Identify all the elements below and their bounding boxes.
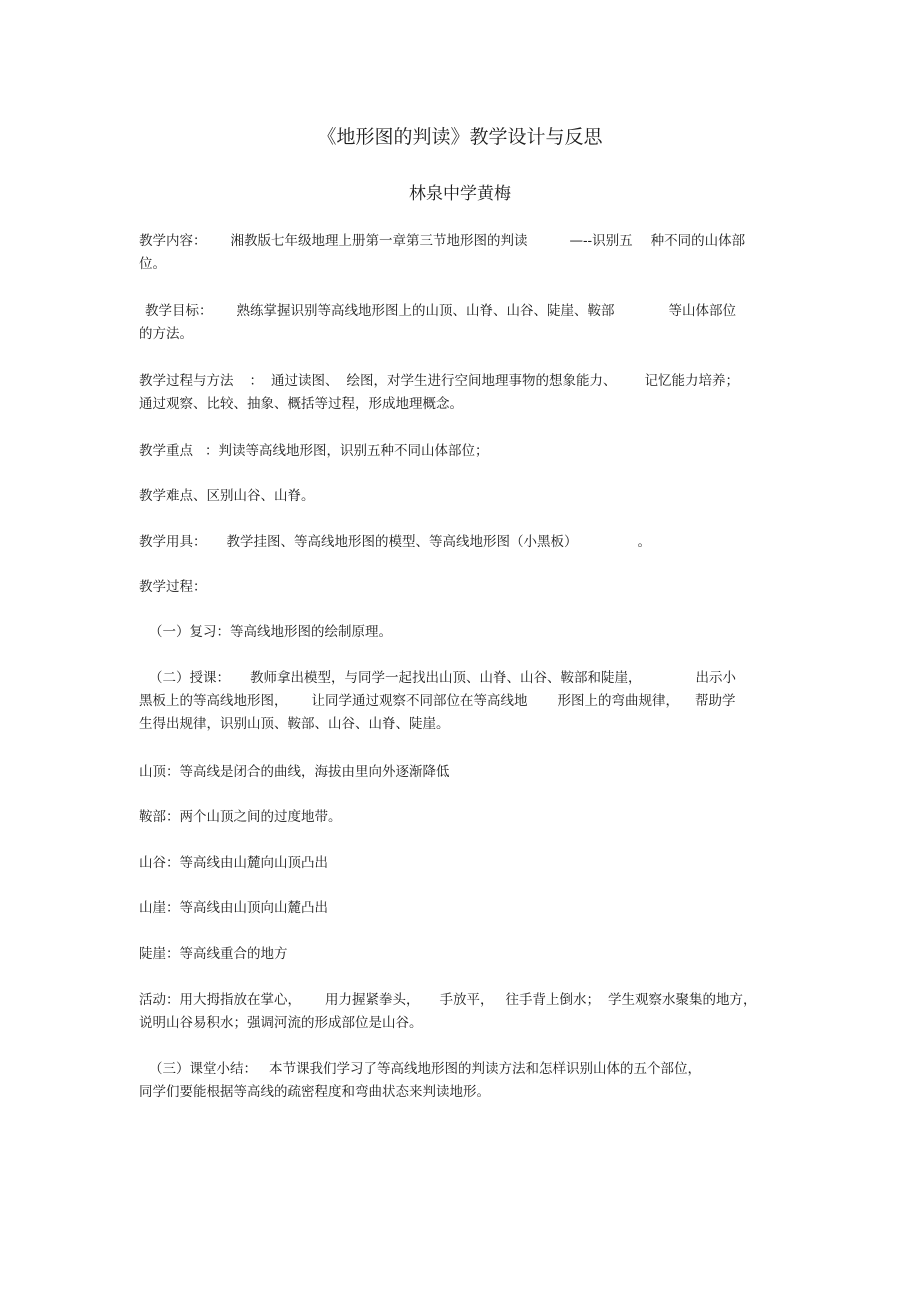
summary-line-2: 同学们要能根据等高线的疏密程度和弯曲状态来判读地形。 (139, 1084, 490, 1100)
process-method-text: 通过读图、 (271, 373, 339, 389)
objective-line-2: 的方法。 (139, 326, 193, 342)
lecture-line-2c: 形图上的弯曲规律， (557, 693, 679, 709)
summary-label: （三）课堂小结： (149, 1061, 257, 1077)
activity-line-2: 说明山谷易积水；强调河流的形成部位是山谷。 (139, 1015, 423, 1031)
summary-text: 本节课我们学习了等高线地形图的判读方法和怎样识别山体的五个部位， (269, 1061, 701, 1077)
process-method-text-2: 绘图，对学生进行空间地理事物的想象能力、 (346, 373, 617, 389)
definition-text: 山崖：等高线由山顶向山麓凸出 (139, 900, 328, 916)
definition-valley (139, 852, 779, 875)
tools-text: 教学挂图、等高线地形图的模型、等高线地形图（小黑板） (226, 534, 578, 550)
lecture-line-2b: 让同学通过观察不同部位在等高线地 (311, 693, 528, 709)
definition-text: 鞍部：两个山顶之间的过度地带。 (139, 809, 342, 825)
key-point-label: 教学重点 (139, 443, 193, 459)
content-text: 湘教版七年级地理上册第一章第三节地形图的判读 (230, 233, 528, 249)
tools-end: 。 (637, 534, 651, 550)
lecture-text: 教师拿出模型，与同学一起找出山顶、山脊、山谷、鞍部和陡崖， (250, 670, 642, 686)
content-label: 教学内容： (139, 233, 207, 249)
review-text: （一）复习：等高线地形图的绘制原理。 (149, 624, 392, 640)
content-line-2: 位。 (139, 256, 166, 272)
definition-text: 山谷：等高线由山麓向山顶凸出 (139, 855, 328, 871)
definition-saddle (139, 806, 779, 829)
lecture-label: （二）授课： (149, 670, 230, 686)
summary-paragraph (139, 1058, 779, 1104)
activity-text-5: 学生观察水聚集的地方， (608, 992, 757, 1008)
content-text-3: 种不同的山体部 (650, 233, 746, 249)
lecture-paragraph (139, 667, 779, 736)
activity-text: 活动：用大拇指放在掌心， (139, 992, 301, 1008)
objective-paragraph (139, 300, 779, 346)
process-heading-paragraph (139, 576, 779, 599)
definition-steep-cliff (139, 943, 779, 966)
objective-text-2: 等山体部位 (668, 303, 736, 319)
content-paragraph (139, 230, 779, 276)
process-method-line-2: 通过观察、比较、抽象、概括等过程，形成地理概念。 (139, 396, 463, 412)
difficulty-paragraph (139, 485, 779, 508)
tools-paragraph (139, 531, 779, 554)
difficulty-text: 教学难点、区别山谷、山脊。 (139, 488, 315, 504)
lecture-line-2d: 帮助学 (695, 693, 736, 709)
definition-summit (139, 761, 779, 784)
key-point-paragraph (139, 440, 779, 463)
process-method-label: 教学过程与方法 (139, 373, 234, 389)
author-line: 林泉中学黄梅 (409, 184, 511, 204)
key-point-text: ：判读等高线地形图，识别五种不同山体部位； (205, 443, 489, 459)
content-text-2: —--识别五 (569, 233, 633, 249)
process-method-paragraph (139, 370, 779, 416)
objective-label: 教学目标： (145, 303, 213, 319)
process-heading: 教学过程： (139, 579, 207, 595)
activity-text-3: 手放平， (439, 992, 494, 1008)
definition-cliff (139, 897, 779, 920)
definition-text: 山顶：等高线是闭合的曲线，海拔由里向外逐渐降低 (139, 764, 450, 780)
activity-text-4: 往手背上倒水； (505, 992, 600, 1008)
lecture-text-2: 出示小 (695, 670, 736, 686)
review-paragraph (139, 621, 779, 644)
lecture-line-2a: 黑板上的等高线地形图， (139, 693, 288, 709)
definition-text: 陡崖：等高线重合的地方 (139, 946, 288, 962)
process-method-text-3: 记忆能力培养； (644, 373, 739, 389)
activity-text-2: 用力握紧拳头， (325, 992, 420, 1008)
objective-text: 熟练掌握识别等高线地形图上的山顶、山脊、山谷、陡崖、鞍部 (236, 303, 615, 319)
activity-paragraph (139, 989, 779, 1035)
process-method-colon: ： (249, 373, 263, 389)
document-title: 《地形图的判读》教学设计与反思 (317, 126, 603, 148)
tools-label: 教学用具： (139, 534, 207, 550)
lecture-line-3: 生得出规律，识别山顶、鞍部、山谷、山脊、陡崖。 (139, 716, 450, 732)
